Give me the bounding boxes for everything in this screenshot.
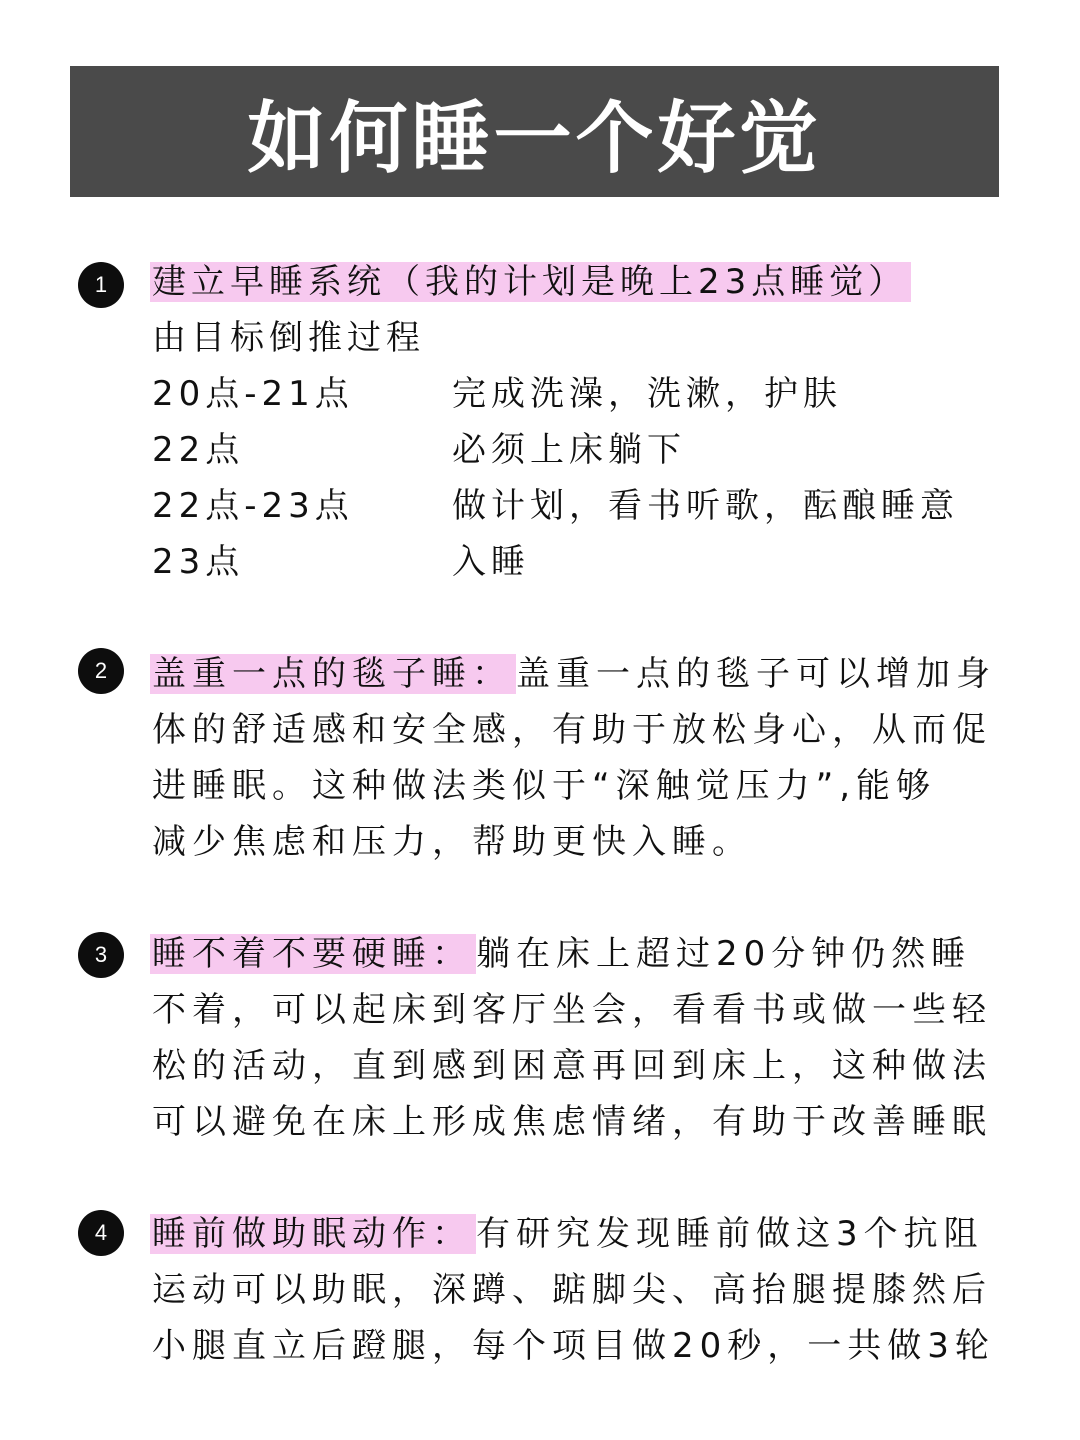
section-text-line: 可以避免在床上形成焦虑情绪，有助于改善睡眠 <box>152 1102 992 1142</box>
section-text-line: 不着，可以起床到客厅坐会，看看书或做一些轻 <box>152 990 992 1030</box>
schedule-time: 22点 <box>152 430 245 470</box>
section-heading: 建立早睡系统（我的计划是晚上23点睡觉） <box>150 262 911 302</box>
section-text-line: 运动可以助眠，深蹲、踮脚尖、高抬腿提膝然后 <box>152 1270 992 1310</box>
section-heading: 睡不着不要硬睡： <box>150 934 476 974</box>
schedule-row <box>152 422 1002 478</box>
section-number-badge: 4 <box>78 1210 124 1256</box>
section-number-badge: 2 <box>78 648 124 694</box>
page-title: 如何睡一个好觉 <box>247 93 822 184</box>
section-subheading: 由目标倒推过程 <box>152 318 425 358</box>
schedule-time: 22点-23点 <box>152 486 354 526</box>
section-4 <box>152 1206 1002 1374</box>
schedule-row <box>152 534 1002 590</box>
section-text-line: 减少焦虑和压力，帮助更快入睡。 <box>152 822 752 862</box>
schedule-activity: 入睡 <box>452 542 530 582</box>
section-text-line: 小腿直立后蹬腿，每个项目做20秒，一共做3轮 <box>152 1326 995 1366</box>
section-text-line: 躺在床上超过20分钟仍然睡 <box>476 934 972 974</box>
section-text-line: 有研究发现睡前做这3个抗阻 <box>476 1214 984 1254</box>
section-text-line: 盖重一点的毯子可以增加身 <box>516 654 996 694</box>
schedule-activity: 做计划，看书听歌，酝酿睡意 <box>452 486 959 526</box>
schedule-row <box>152 366 1002 422</box>
section-text-line: 进睡眠。这种做法类似于“深触觉压力”,能够 <box>152 766 937 806</box>
section-text-line: 松的活动，直到感到困意再回到床上，这种做法 <box>152 1046 992 1086</box>
schedule-activity: 完成洗澡，洗漱，护肤 <box>452 374 842 414</box>
section-3 <box>152 926 1002 1150</box>
section-1 <box>152 254 1002 590</box>
section-heading: 盖重一点的毯子睡： <box>150 654 516 694</box>
section-2 <box>152 646 1002 870</box>
schedule-time: 20点-21点 <box>152 374 354 414</box>
schedule-activity: 必须上床躺下 <box>452 430 686 470</box>
schedule-row <box>152 478 1002 534</box>
section-heading: 睡前做助眠动作： <box>150 1214 476 1254</box>
section-number-badge: 3 <box>78 932 124 978</box>
section-text-line: 体的舒适感和安全感，有助于放松身心，从而促 <box>152 710 992 750</box>
title-banner <box>70 66 999 197</box>
section-number-badge: 1 <box>78 262 124 308</box>
schedule-time: 23点 <box>152 542 245 582</box>
